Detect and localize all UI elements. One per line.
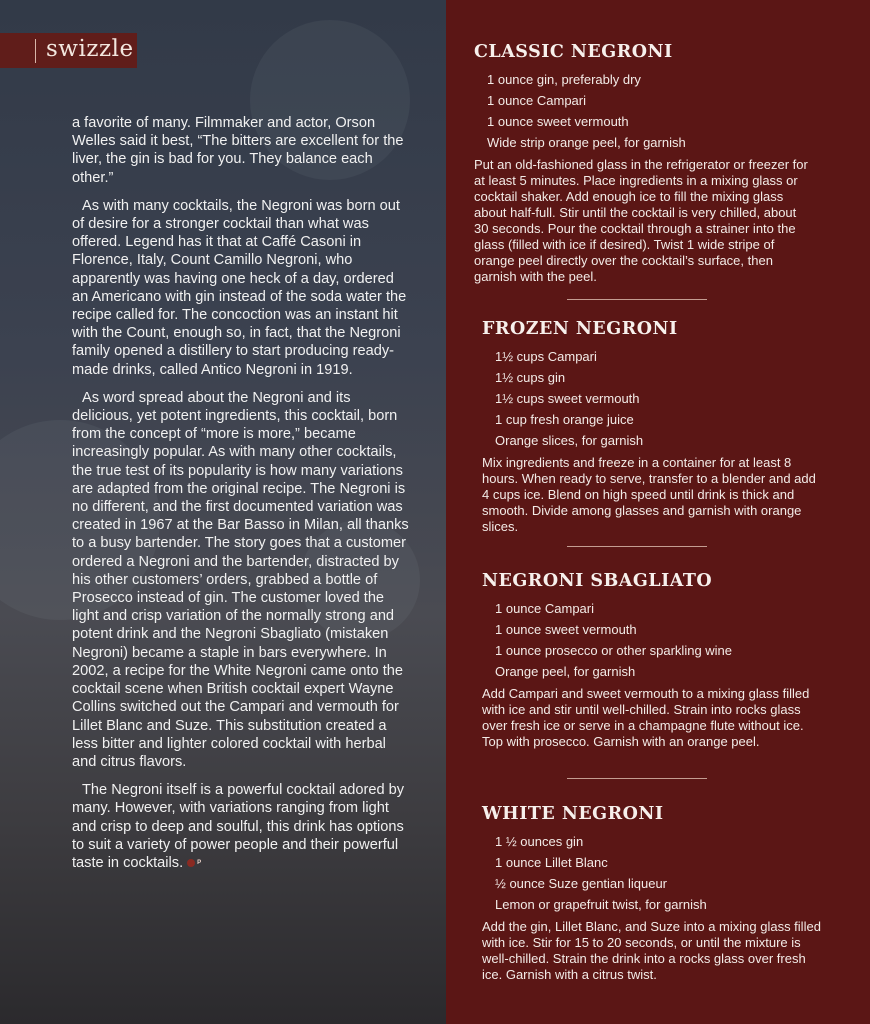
ingredient: 1 ounce Campari <box>487 93 586 108</box>
section-divider <box>567 778 707 779</box>
ingredient: 1 ounce gin, preferably dry <box>487 72 641 87</box>
recipe-classic-negroni <box>474 41 814 285</box>
ingredient: 1 cup fresh orange juice <box>495 412 634 427</box>
masthead-wordmark: swizzle <box>46 35 134 62</box>
ingredient-list <box>474 69 814 153</box>
ingredient-list <box>482 598 822 682</box>
ingredient: ½ ounce Suze gentian liqueur <box>495 876 668 891</box>
recipe-method: Mix ingredients and freeze in a container for at least 8 hours. When ready to serve, transfer to a blender and add 4 cups ice. Blend on high speed until drink is thick and smooth. Divide among glasses and garnish with orange slices. <box>482 455 816 534</box>
masthead <box>0 33 137 68</box>
recipe-title: NEGRONI SBAGLIATO <box>482 571 713 591</box>
ingredient: 1 ounce Campari <box>495 601 594 616</box>
ingredient-list <box>482 346 822 451</box>
ingredient: 1 ounce sweet vermouth <box>495 622 637 637</box>
recipes-panel <box>446 0 870 1024</box>
ingredient: 1½ cups Campari <box>495 349 597 364</box>
masthead-divider <box>35 39 36 63</box>
article-paragraph-last <box>72 781 412 872</box>
recipe-title: WHITE NEGRONI <box>482 804 664 824</box>
ingredient: Orange slices, for garnish <box>495 433 644 448</box>
ingredient: Wide strip orange peel, for garnish <box>487 135 686 150</box>
ingredient: Lemon or grapefruit twist, for garnish <box>495 897 707 912</box>
article-paragraph: a favorite of many. Filmmaker and actor, Orson Welles said it best, “The bitters are excellent for the liver, the gin is bad for you. They balance each other.” <box>72 115 404 186</box>
ingredient-list <box>482 831 822 915</box>
recipe-frozen-negroni <box>482 318 822 535</box>
ingredient: 1 ounce prosecco or other sparkling wine <box>495 643 733 658</box>
section-divider <box>567 546 707 547</box>
ingredient: 1 ½ ounces gin <box>495 834 584 849</box>
section-divider <box>567 299 707 300</box>
ingredient: Orange peel, for garnish <box>495 664 636 679</box>
recipe-title: FROZEN NEGRONI <box>482 319 678 339</box>
ingredient: 1½ cups gin <box>495 370 566 385</box>
recipe-method: Add the gin, Lillet Blanc, and Suze into a mixing glass filled with ice. Stir for 15 to 20 seconds, or until the mixture is well-chilled. Strain the drink into a rocks glass over fresh ice. Garnish with a citrus twist. <box>482 919 821 982</box>
end-mark-icon: P <box>187 859 195 867</box>
article-body <box>72 114 412 882</box>
recipe-white-negroni <box>482 803 822 983</box>
ingredient: 1½ cups sweet vermouth <box>495 391 640 406</box>
recipe-title: CLASSIC NEGRONI <box>474 42 673 62</box>
recipe-method: Add Campari and sweet vermouth to a mixing glass filled with ice and stir until well-chilled. Strain into rocks glass over fresh ice or serve in a champagne flute without ice. Top with prosecco. Garnish with an orange peel. <box>482 686 810 749</box>
article-paragraph: As with many cocktails, the Negroni was born out of desire for a stronger cocktail than what was offered. Legend has it that at Caffé Casoni in Florence, Italy, Count Camillo Negroni, who apparently was having one heck of a day, ordered an Americano with gin instead of the soda water the recipe called for. The concoction was an instant hit with the Count, enough so, in fact, that the Negroni family opened a distillery to start producing ready-made drinks, called Antico Negroni in 1919. <box>72 197 407 378</box>
article-paragraph-text: The Negroni itself is a powerful cocktail adored by many. However, with variations ranging from light and crisp to deep and soulful, this drink has options to suit a variety of power people and their powerful taste in cocktails. <box>72 782 405 871</box>
ingredient: 1 ounce Lillet Blanc <box>495 855 608 870</box>
recipe-method: Put an old-fashioned glass in the refrigerator or freezer for at least 5 minutes. Place ingredients in a mixing glass or cocktail shaker. Add enough ice to fill the mixing glass about half-full. Stir until the cocktail is very chilled, about 30 seconds. Pour the cocktail through a strainer into the glass (filled with ice if desired). Twist 1 wide stripe of orange peel directly over the cocktail’s surface, then garnish with the peel. <box>474 157 808 284</box>
recipe-negroni-sbagliato <box>482 570 822 750</box>
ingredient: 1 ounce sweet vermouth <box>487 114 629 129</box>
article-paragraph: As word spread about the Negroni and its delicious, yet potent ingredients, this cocktail, born from the concept of “more is more,” became increasingly popular. As with many other cocktails, the true test of its popularity is how many variations are adapted from the original recipe. The Negroni is no different, and the first documented variation was created in 1967 at the Bar Basso in Milan, all thanks to a busy bartender. The story goes that a customer ordered a Negroni and the bartender, distracted by his other customers’ orders, grabbed a bottle of Prosecco instead of gin. The customer loved the light and crisp variation of the normally strong and potent drink and the Negroni Sbagliato (mistaken Negroni) became a staple in bars everywhere. In 2002, a recipe for the White Negroni came onto the cocktail scene when British cocktail expert Wayne Collins switched out the Campari and vermouth for Lillet Blanc and Suze. This substitution created a less bitter and lighter colored cocktail with herbal and citrus flavors. <box>72 389 409 770</box>
